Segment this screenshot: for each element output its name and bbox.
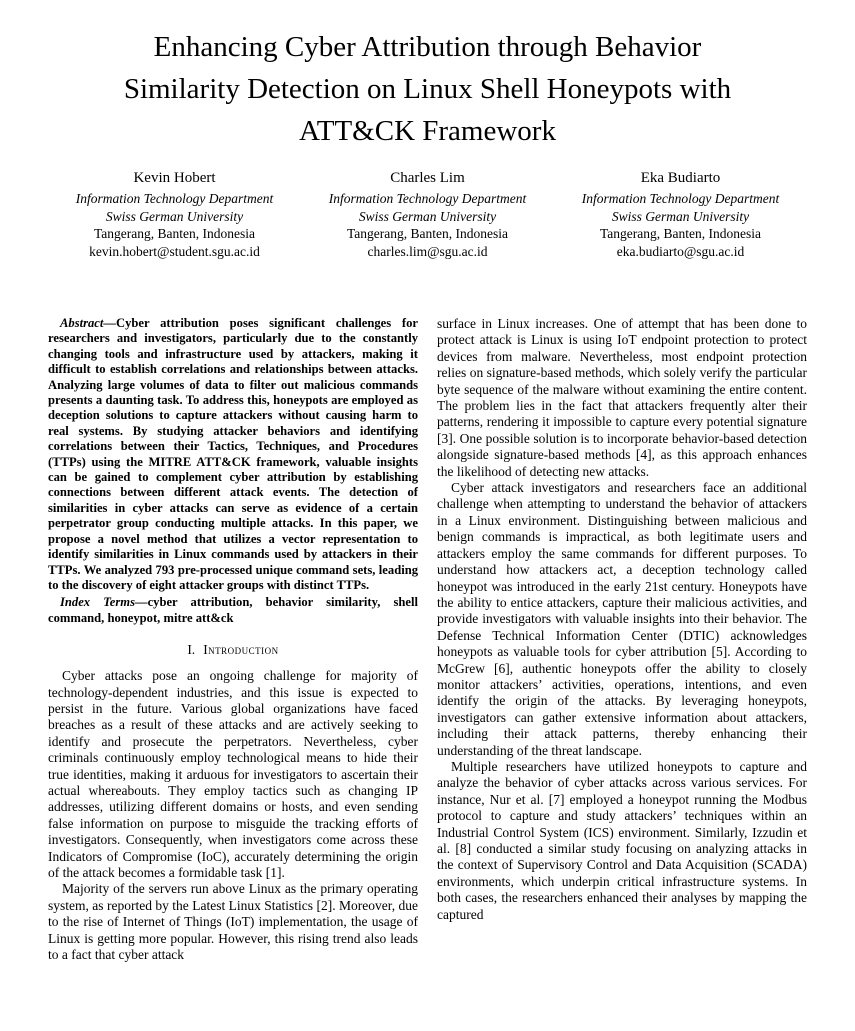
intro-paragraph-1: Cyber attacks pose an ongoing challenge for majority of technology-dependent industries, and this issue is expected to persist in the future. Various global organizations have faced breaches as a result of these attacks and are actively seeking to identify and prosecute the perpetrators. Nevertheless, cyber criminals continuously employ technological means to hide their true identities, making it arduous for investigators to ascertain their actual whereabouts. They employ tactics such as changing IP addresses, utilizing different domains or hosts, and even sending false information on purpose to misguide the tracking efforts of investigators. Consequently, when investigators come across these Indicators of Compromise (IoC), accurately determining the origin of the attack becomes a formidable task [1]. (48, 668, 418, 880)
author-location: Tangerang, Banten, Indonesia (94, 226, 255, 241)
paper-title (78, 26, 776, 152)
intro-paragraph-2: Majority of the servers run above Linux as the primary operating system, as reported by the Latest Linux Statistics [2]. Moreover, due to the rise of Internet of Things (IoT) implementation, the usage of Linux is getting more popular. However, this rising trend also leads to a fact that cyber attack (48, 881, 418, 963)
author-email: kevin.hobert@student.sgu.ac.id (89, 243, 260, 259)
author-department: Information Technology Department (75, 191, 274, 206)
section-title: Introduction (203, 642, 279, 658)
author-block-1 (48, 168, 301, 260)
author-location: Tangerang, Banten, Indonesia (347, 226, 508, 241)
right-column (437, 316, 807, 963)
author-block-3 (554, 168, 807, 260)
paper-title-line-3: ATT&CK Framework (299, 115, 556, 147)
author-block-2 (301, 168, 554, 260)
author-university: Swiss German University (358, 208, 497, 224)
paper-title-line-2: Similarity Detection on Linux Shell Honeypots with (123, 73, 732, 105)
intro-paragraph-2-continued: surface in Linux increases. One of attempt that has been done to protect attack is Linux is using IoT endpoint protection to protect devices from malware. Nevertheless, most endpoint protection relies on signature-based methods, which solely verify the particular byte sequence of the malware without examining the entire content. The problem lies in the fact that attackers frequently alter their patterns, rendering it impossible to capture every potential signature [3]. One possible solution is to incorporate behavior-based detection alongside signature-based methods [4], as this approach enhances the likelihood of detecting new attacks. (437, 316, 807, 479)
author-university: Swiss German University (105, 208, 244, 224)
section-heading-introduction (48, 642, 418, 658)
body-columns (48, 316, 807, 963)
author-department: Information Technology Department (328, 191, 527, 206)
author-email: eka.budiarto@sgu.ac.id (616, 243, 745, 259)
author-location: Tangerang, Banten, Indonesia (600, 226, 761, 241)
author-name: Eka Budiarto (640, 170, 721, 186)
index-terms-label: Index Terms— (60, 595, 148, 610)
author-university: Swiss German University (611, 208, 750, 224)
paper-title-line-1: Enhancing Cyber Attribution through Behavior (153, 31, 702, 63)
abstract-text: Cyber attribution poses significant challenges for researchers and investigators, particularly due to the constantly changing tools and infrastructure used by attackers, making it difficult to establish correlations and relationships between attacks. Analyzing large volumes of data to filter out malicious commands presents a daunting task. To address this, honeypots are employed as deception solutions to capture attackers without causing harm to real systems. By studying attacker behaviors and identifying correlations between their Tactics, Techniques, and Procedures (TTPs) using the MITRE ATT&CK framework, valuable insights can be gained to complement cyber attribution by establishing connections between different attack events. The detection of similarities in cyber attacks can serve as evidence of a certain perpetrator group conducting multiple attacks. In this paper, we propose a novel method that utilizes a vector representation to identify similarities in Linux commands used by attackers in their TTPs. We analyzed 793 pre-processed unique command sets, leading to the discovery of eight attacker groups with distinct TTPs. (48, 316, 418, 592)
author-name: Charles Lim (390, 170, 465, 186)
abstract (48, 316, 418, 593)
intro-paragraph-4: Multiple researchers have utilized honeypots to capture and analyze the behavior of cyber attacks across various services. For instance, Nur et al. [7] employed a honeypot running the Modbus protocol to capture and study attackers’ techniques within an Industrial Control System (ICS) environment. Similarly, Izzudin et al. [8] conducted a similar study focusing on analyzing attacks in the context of Supervisory Control and Data Acquisition (SCADA) environments, which underpin critical infrastructure systems. In both cases, the researchers enhanced their analyses by mapping the captured (437, 758, 807, 922)
section-number: I. (187, 642, 196, 658)
author-name: Kevin Hobert (133, 170, 216, 186)
author-email: charles.lim@sgu.ac.id (367, 243, 488, 259)
index-terms (48, 595, 418, 626)
left-column (48, 316, 418, 963)
authors-row (48, 168, 807, 260)
author-department: Information Technology Department (581, 191, 780, 206)
index-terms-text: cyber attribution, behavior similarity, shell command, honeypot, mitre att&ck (48, 595, 418, 625)
abstract-label: Abstract— (60, 316, 116, 330)
intro-paragraph-3: Cyber attack investigators and researchers face an additional challenge when attempting to understand the behavior of attackers in a Linux environment. Distinguishing between malicious and benign commands is impractical, as both legitimate users and attackers employ the same commands for different purposes. To understand how attackers act, a deception technology called honeypot was introduced in the early 21st century. Honeypots have the ability to entice attackers, capture their malicious activities, and provide investigators with valuable insights into their behavior. The Defense Technical Information Center (DTIC) acknowledges honeypots as valuable tools for cyber attribution [5]. According to McGrew [6], authentic honeypots offer the ability to closely monitor attackers’ activities, operations, intentions, and even identify the origin of the attacks. By leveraging honeypots, investigators can gather extensive information about attackers, including their attack patterns, thereby enhancing their understanding of the threat landscape. (437, 480, 807, 758)
